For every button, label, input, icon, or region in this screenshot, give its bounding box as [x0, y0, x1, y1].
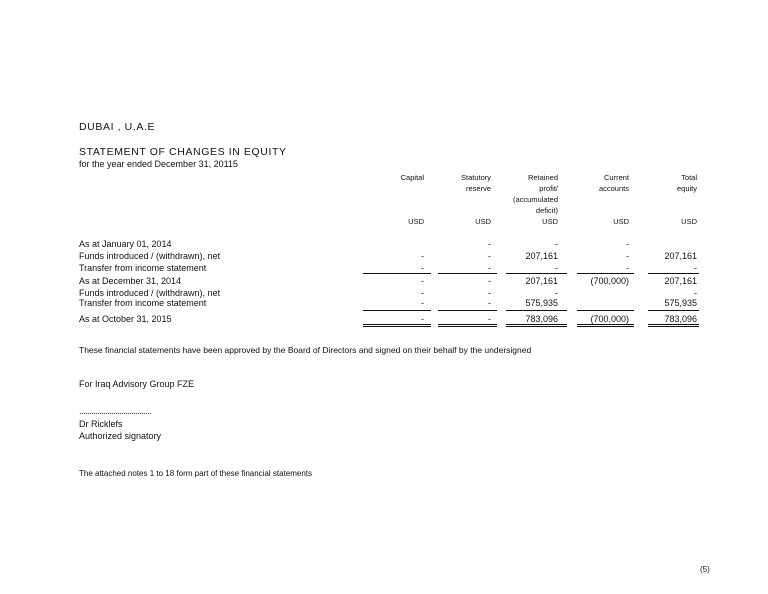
table-cell: -	[555, 239, 558, 249]
table-cell: -	[555, 288, 558, 298]
signatory-name: Dr Ricklefs	[79, 419, 123, 429]
rule-line	[363, 310, 431, 311]
table-cell: -	[626, 251, 629, 261]
rule-line	[648, 273, 699, 274]
rule-line	[506, 273, 567, 274]
rule-line	[577, 310, 634, 311]
table-cell: 207,161	[664, 276, 697, 286]
rule-line	[363, 324, 431, 325]
table-cell: (700,000)	[590, 314, 629, 324]
rule-line	[577, 324, 634, 325]
approval-text: These financial statements have been approved by the Board of Directors and signed on their behalf by the undersigned	[79, 345, 532, 355]
table-cell: 207,161	[664, 251, 697, 261]
table-cell: 783,096	[664, 314, 697, 324]
rule-line	[363, 273, 431, 274]
table-cell: -	[626, 239, 629, 249]
statement-title: STATEMENT OF CHANGES IN EQUITY	[79, 146, 287, 158]
notes-reference: The attached notes 1 to 18 form part of these financial statements	[79, 469, 313, 478]
table-cell: -	[488, 314, 491, 324]
table-cell: -	[421, 314, 424, 324]
rule-line	[438, 273, 497, 274]
row-label: Funds introduced / (withdrawn), net	[79, 251, 221, 261]
column-unit: USD	[408, 217, 424, 226]
rule-line	[577, 273, 634, 274]
table-cell: -	[421, 276, 424, 286]
row-label: As at December 31, 2014	[79, 276, 182, 286]
rule-line	[438, 324, 497, 325]
page-number: (5)	[700, 565, 710, 574]
table-cell: -	[555, 263, 558, 273]
table-cell: 575,935	[664, 298, 697, 308]
column-header: Current accounts	[598, 173, 629, 193]
rule-line	[648, 324, 699, 325]
table-cell: -	[488, 298, 491, 308]
signature-line: ....................................	[79, 406, 152, 416]
row-label: As at October 31, 2015	[79, 314, 172, 324]
table-cell: -	[488, 288, 491, 298]
statement-subtitle: for the year ended December 31, 20115	[79, 159, 238, 169]
table-cell: -	[488, 276, 491, 286]
rule-line	[577, 326, 634, 327]
column-header: Statutory reserve	[460, 173, 491, 193]
table-cell: -	[626, 263, 629, 273]
table-cell: -	[421, 251, 424, 261]
rule-line	[438, 326, 497, 327]
company-signature-label: For Iraq Advisory Group FZE	[79, 379, 195, 389]
rule-line	[648, 310, 699, 311]
table-cell: 207,161	[525, 251, 558, 261]
rule-line	[438, 310, 497, 311]
table-cell: 575,935	[525, 298, 558, 308]
table-cell: -	[421, 288, 424, 298]
rule-line	[648, 326, 699, 327]
column-header: Capital	[400, 173, 424, 182]
table-cell: -	[488, 251, 491, 261]
row-label: Transfer from income statement	[79, 263, 207, 273]
table-cell: -	[421, 298, 424, 308]
table-cell: -	[488, 263, 491, 273]
table-cell: 783,096	[525, 314, 558, 324]
table-cell: -	[694, 288, 697, 298]
table-cell: (700,000)	[590, 276, 629, 286]
table-cell: 207,161	[525, 276, 558, 286]
table-cell: -	[694, 263, 697, 273]
column-header: Total equity	[676, 173, 697, 193]
column-unit: USD	[681, 217, 697, 226]
row-label: Transfer from income statement	[79, 298, 207, 308]
column-unit: USD	[475, 217, 491, 226]
row-label: As at January 01, 2014	[79, 239, 172, 249]
rule-line	[363, 326, 431, 327]
rule-line	[506, 310, 567, 311]
row-label: Funds introduced / (withdrawn), net	[79, 288, 221, 298]
column-unit: USD	[613, 217, 629, 226]
table-cell: -	[488, 239, 491, 249]
column-unit: USD	[542, 217, 558, 226]
rule-line	[506, 324, 567, 325]
location-heading: DUBAI , U.A.E	[79, 121, 156, 133]
rule-line	[506, 326, 567, 327]
table-cell: -	[421, 263, 424, 273]
signatory-role: Authorized signatory	[79, 431, 162, 441]
column-header: Retained profit/ (accumulated deficit)	[512, 173, 558, 215]
